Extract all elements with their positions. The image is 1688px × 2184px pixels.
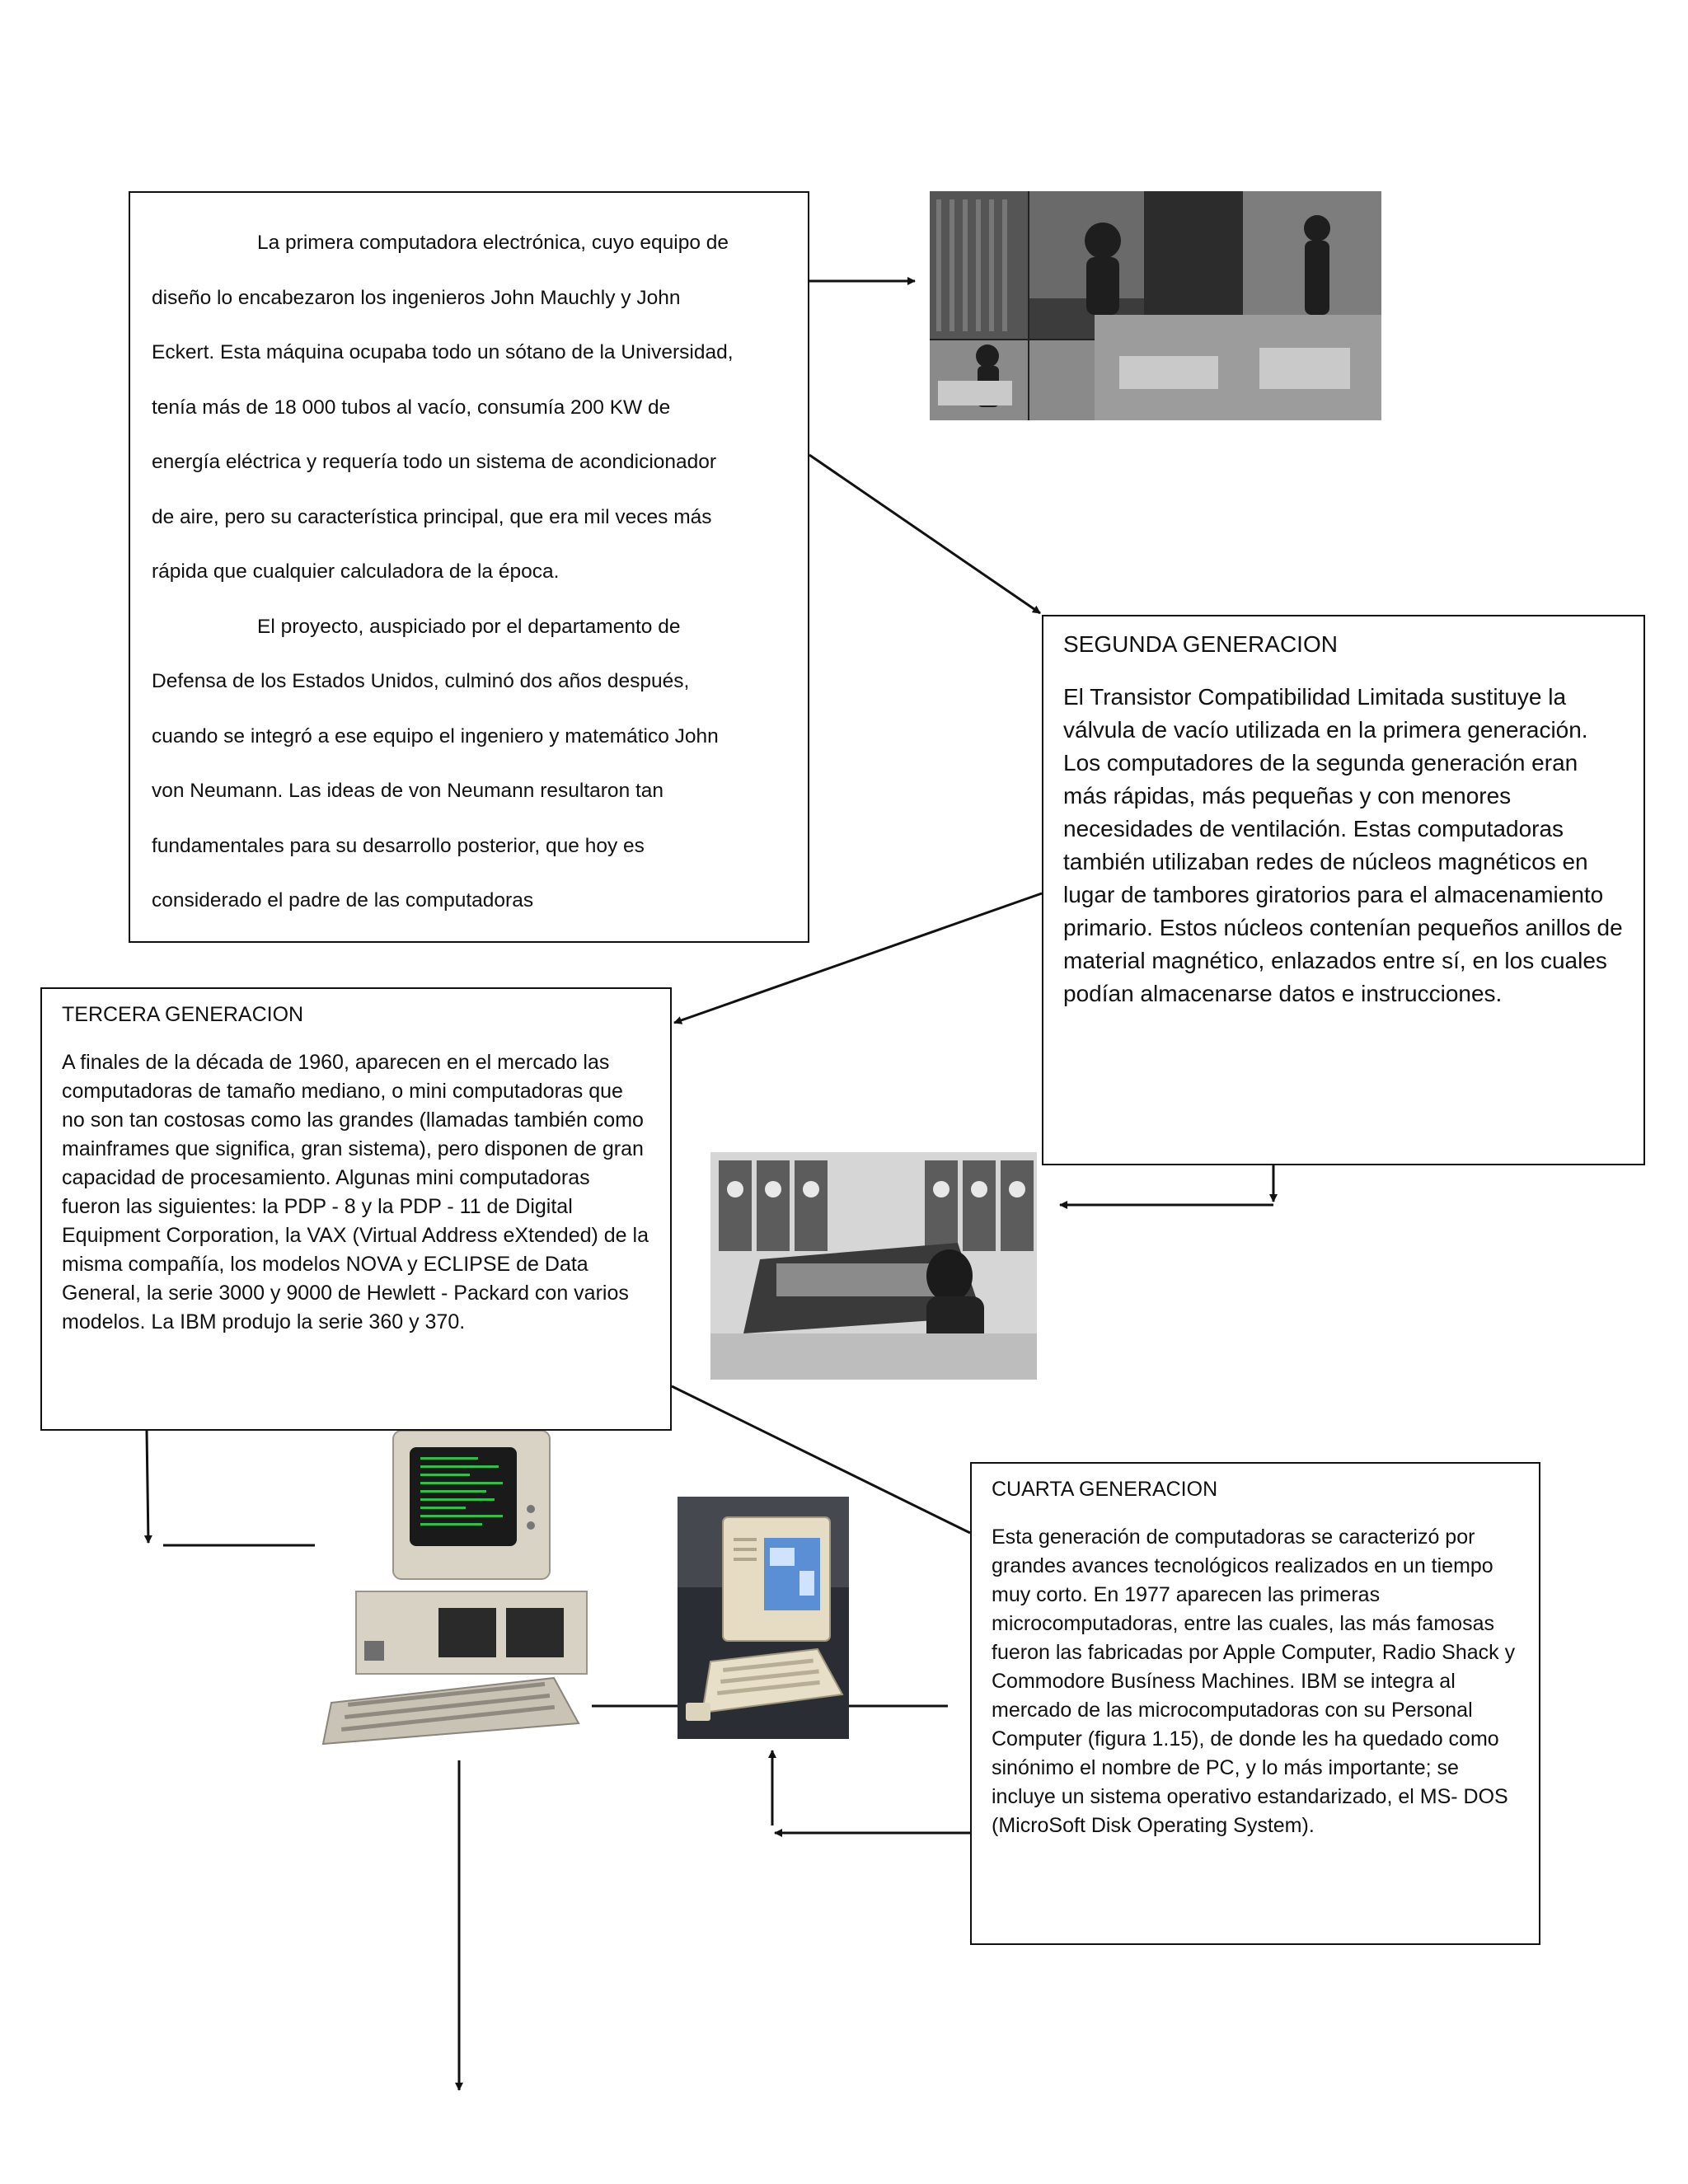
console-operator-photo bbox=[710, 1152, 1037, 1380]
primera-line: diseño lo encabezaron los ingenieros John Mauchly y John bbox=[152, 286, 681, 309]
tercera-generacion-box bbox=[40, 987, 672, 1431]
primera-line: rápida que cualquier calculadora de la época. bbox=[152, 560, 560, 583]
segunda-body: El Transistor Compatibilidad Limitada sustituye la válvula de vacío utilizada en la primera generación. Los computadores de la segunda generación eran más rápidas, más pequeñas y con menores necesidades de ventilación. Estas computadoras también utilizaban redes de núcleos magnéticos en lugar de tambores giratorios para el almacenamiento primario. Estos núcleos contenían pequeños anillos de material magnético, enlazados entre sí, en los cuales podían almacenarse datos e instrucciones. bbox=[1063, 684, 1623, 1006]
ibm-pc-photo bbox=[315, 1431, 592, 1760]
tercera-title: TERCERA GENERACION bbox=[62, 1003, 304, 1026]
primera-line: Eckert. Esta máquina ocupaba todo un sótano de la Universidad, bbox=[152, 341, 734, 363]
arrow-primera-to-segunda bbox=[809, 455, 1040, 613]
primera-line: La primera computadora electrónica, cuyo equipo de bbox=[257, 232, 729, 254]
segunda-title: SEGUNDA GENERACION bbox=[1063, 631, 1338, 657]
cuarta-title: CUARTA GENERACION bbox=[992, 1478, 1218, 1501]
primera-line: tenía más de 18 000 tubos al vacío, consumía 200 KW de bbox=[152, 396, 671, 419]
primera-line: cuando se integró a ese equipo el ingeniero y matemático John bbox=[152, 724, 719, 748]
primera-generacion-box bbox=[129, 191, 809, 943]
connector-tercera-down bbox=[147, 1431, 148, 1543]
cuarta-body: Esta generación de computadoras se caracterizó por grandes avances tecnológicos realizados en un tiempo muy corto. En 1977 aparecen las primeras microcomputadoras, entre las cuales, las más famosas fueron las fabricadas por Apple Computer, Radio Shack y Commodore Busíness Machines. IBM se integra al mercado de las microcomputadoras con su Personal Computer (figura 1.15), de donde les ha quedado como sinónimo el nombre de PC, y lo más importante; se incluye un sistema operativo estandarizado, el MS- DOS (MicroSoft Disk Operating System). bbox=[992, 1526, 1516, 1837]
primera-line: energía eléctrica y requería todo un sistema de acondicionador bbox=[152, 451, 717, 473]
primera-line: Defensa de los Estados Unidos, culminó dos años después, bbox=[152, 670, 690, 692]
tercera-body: A finales de la década de 1960, aparecen en el mercado las computadoras de tamaño mediano, o mini computadoras que no son tan costosas como las grandes (llamadas también como mainframes que significa, gran sistema), pero disponen de gran capacidad de procesamiento. Algunas mini computadoras fueron las siguientes: la PDP - 8 y la PDP - 11 de Digital Equipment Corporation, la VAX (Virtual Address eXtended) de la misma compañía, los modelos NOVA y ECLIPSE de Data General, la serie 3000 y 9000 de Hewlett - Packard con varios modelos. La IBM produjo la serie 360 y 370. bbox=[62, 1051, 649, 1333]
cuarta-generacion-box bbox=[970, 1462, 1540, 1945]
apple-computer-photo bbox=[678, 1497, 849, 1739]
primera-line: de aire, pero su característica principal, que era mil veces más bbox=[152, 505, 712, 528]
segunda-generacion-box bbox=[1042, 615, 1645, 1165]
primera-line: von Neumann. Las ideas de von Neumann resultaron tan bbox=[152, 780, 664, 802]
eniac-photo bbox=[930, 191, 1381, 420]
primera-line: considerado el padre de las computadoras bbox=[152, 889, 534, 912]
primera-line: fundamentales para su desarrollo posterior, que hoy es bbox=[152, 834, 645, 857]
primera-line: El proyecto, auspiciado por el departamento de bbox=[257, 615, 681, 638]
